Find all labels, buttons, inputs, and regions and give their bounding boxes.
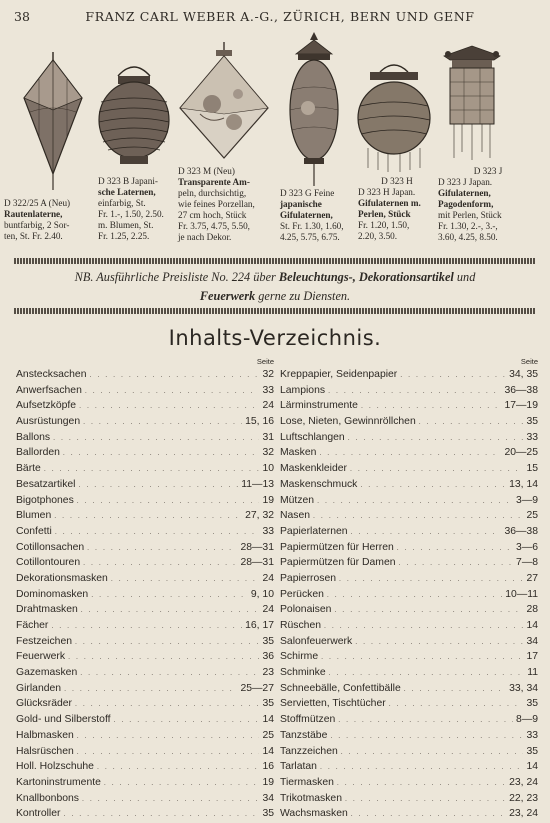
caption-line: einfarbig, St. <box>98 198 146 208</box>
index-entry <box>16 665 274 681</box>
leader-dots <box>400 368 506 384</box>
index-term: Salonfeuerwerk <box>280 635 353 647</box>
leader-dots <box>348 431 524 447</box>
caption-line: ten, St. Fr. 2.40. <box>4 231 63 241</box>
index-term: Halbmasken <box>16 729 74 741</box>
index-term: Blumen <box>16 510 52 522</box>
notice-suffix: gerne zu Diensten. <box>255 289 351 303</box>
leader-dots <box>97 760 259 776</box>
leader-dots <box>404 682 506 698</box>
index-term: Ausrüstungen <box>16 416 81 428</box>
index-entry <box>280 508 538 524</box>
index-term: Tanzzeichen <box>280 745 338 757</box>
index-term: Papierlaternen <box>280 525 348 537</box>
index-term: Gazemasken <box>16 667 78 679</box>
index-term: Aufsetzköpfe <box>16 400 77 412</box>
index-entry <box>16 540 274 556</box>
lantern-caption-d323g <box>280 188 356 243</box>
index-entry <box>16 414 274 430</box>
caption-line: D 323 J Japan. <box>438 177 493 187</box>
index-term: Nasen <box>280 510 311 522</box>
leader-dots <box>68 650 259 666</box>
index-page-ref: 34 <box>526 635 538 647</box>
divider-bottom <box>14 308 536 314</box>
caption-line: D 323 G Feine <box>280 188 335 198</box>
index-entry <box>280 524 538 540</box>
page-header <box>14 9 536 27</box>
index-page-ref: 34 <box>262 792 274 804</box>
leader-dots <box>337 776 506 792</box>
leader-dots <box>389 697 524 713</box>
caption-line: japanische <box>280 199 322 209</box>
index-page-ref: 7—8 <box>516 557 538 569</box>
index-term: Besatzartikel <box>16 478 76 490</box>
leader-dots <box>83 415 242 431</box>
index-column-left <box>16 356 274 822</box>
index-page-ref: 28—31 <box>240 557 274 569</box>
leader-dots <box>81 603 260 619</box>
index-page-ref: 24 <box>262 572 274 584</box>
leader-dots <box>63 807 259 823</box>
caption-code: D 323 H <box>381 176 413 186</box>
caption-line: Gifulaternen m. <box>358 198 421 208</box>
index-entry <box>16 477 274 493</box>
caption-line: Fr. 1.25, 2.25. <box>98 231 150 241</box>
index-page-ref: 27, 32 <box>245 510 274 522</box>
index-page-ref: 23, 24 <box>509 808 538 820</box>
index-term: Girlanden <box>16 682 62 694</box>
leader-dots <box>361 399 502 415</box>
index-page-ref: 20—25 <box>504 447 538 459</box>
index-page-ref: 14 <box>526 761 538 773</box>
lantern-caption-d323m <box>178 166 278 243</box>
leader-dots <box>320 760 523 776</box>
index-page-ref: 33, 34 <box>509 682 538 694</box>
index-term: Lärminstrumente <box>280 400 358 412</box>
index-entry <box>280 712 538 728</box>
leader-dots <box>53 431 259 447</box>
caption-line: Perlen, Stück <box>358 209 411 219</box>
index-term: Rüschen <box>280 620 322 631</box>
index-entry <box>280 681 538 697</box>
lantern-japanese-round-illustration <box>96 62 172 172</box>
page-column-label: Seite <box>520 357 538 366</box>
index-entry <box>16 508 274 524</box>
leader-dots <box>55 525 260 541</box>
index-page-ref: 35 <box>526 745 538 757</box>
leader-dots <box>338 713 513 729</box>
index-entry <box>280 618 538 634</box>
index-page-ref: 36 <box>262 651 274 663</box>
caption-line: buntfarbig, 2 Sor- <box>4 220 70 230</box>
index-entry <box>280 383 538 399</box>
index-entry <box>16 587 274 603</box>
leader-dots <box>64 682 237 698</box>
index-entry <box>280 775 538 791</box>
index-entry <box>280 571 538 587</box>
index-term: Dekorationsmasken <box>16 572 108 584</box>
index-term: Papierrosen <box>280 572 337 584</box>
index-term: Cotillonsachen <box>16 541 85 553</box>
leader-dots <box>330 729 523 745</box>
index-term: Gold- und Silberstoff <box>16 714 111 726</box>
index-entry <box>280 461 538 477</box>
page-number: 38 <box>14 9 30 24</box>
index-page-ref: 8—9 <box>516 714 538 726</box>
index-term: Knallbonbons <box>16 792 79 804</box>
lantern-transparent-ampel-illustration <box>178 42 270 162</box>
index-term: Bärte <box>16 463 41 475</box>
index-page-ref: 35 <box>262 635 274 647</box>
lantern-pagoda-illustration <box>440 44 504 162</box>
index-page-ref: 14 <box>526 620 538 631</box>
index-page-ref: 32 <box>262 447 274 459</box>
leader-dots <box>77 729 260 745</box>
caption-line: je nach Dekor. <box>178 232 232 242</box>
index-page-ref: 14 <box>262 745 274 757</box>
leader-dots <box>78 478 238 494</box>
index-page-ref: 17 <box>526 651 538 663</box>
index-term: Servietten, Tischtücher <box>280 698 386 710</box>
index-term: Halsrüschen <box>16 745 74 757</box>
header-title: FRANZ CARL WEBER A.-G., ZÜRICH, BERN UND GENF <box>85 9 475 24</box>
index-entry <box>280 665 538 681</box>
leader-dots <box>91 588 248 604</box>
index-term: Schirme <box>280 651 319 663</box>
index-term: Luftschlangen <box>280 431 345 443</box>
index-page-ref: 3—9 <box>516 494 538 506</box>
lantern-gifu-pearls-illustration <box>356 62 432 174</box>
index-entry <box>280 477 538 493</box>
index-entry <box>280 634 538 650</box>
index-page-ref: 33 <box>526 729 538 741</box>
index-entry <box>280 759 538 775</box>
index-page-ref: 17—19 <box>504 400 538 412</box>
leader-dots <box>355 635 523 651</box>
index-page-ref: 35 <box>526 416 538 428</box>
leader-dots <box>79 399 259 415</box>
index-entry <box>16 555 274 571</box>
index-entry <box>16 445 274 461</box>
caption-line: m. Blumen, St. <box>98 220 154 230</box>
leader-dots <box>77 494 260 510</box>
leader-dots <box>89 368 259 384</box>
index-term: Anstecksachen <box>16 369 87 380</box>
index-entry <box>280 728 538 744</box>
index-term: Tanzstäbe <box>280 729 328 741</box>
index-page-ref: 27 <box>526 572 538 584</box>
leader-dots <box>87 541 237 557</box>
index-page-ref: 23 <box>262 667 274 679</box>
index-term: Schminke <box>280 667 326 679</box>
index-entry <box>280 555 538 571</box>
caption-line: Gifulaternen, <box>280 210 333 220</box>
index-term: Kontroller <box>16 808 61 820</box>
caption-code: D 323 J <box>473 166 503 176</box>
index-entry <box>16 602 274 618</box>
caption-line: Fr. 1.-, 1.50, 2.50. <box>98 209 164 219</box>
index-page-ref: 28—31 <box>240 541 274 553</box>
leader-dots <box>419 415 524 431</box>
index-entry <box>16 571 274 587</box>
index-page-ref: 3—6 <box>516 541 538 553</box>
leader-dots <box>85 384 260 400</box>
leader-dots <box>317 494 513 510</box>
index-entry <box>16 618 274 634</box>
leader-dots <box>360 478 506 494</box>
leader-dots <box>319 446 501 462</box>
notice-mid: und <box>453 270 476 284</box>
lantern-diamond-illustration <box>20 52 86 192</box>
index-entry <box>280 696 538 712</box>
index-term: Drahtmasken <box>16 604 78 616</box>
index-page-ref: 31 <box>262 431 274 443</box>
index-entry <box>16 367 274 383</box>
index-term: Polonaisen <box>280 604 332 616</box>
index-term: Maskenschmuck <box>280 478 358 490</box>
index-term: Confetti <box>16 525 52 537</box>
index-term: Trikotmasken <box>280 792 342 804</box>
index-page-ref: 36—38 <box>504 525 538 537</box>
notice-bold2: Feuerwerk <box>199 289 256 303</box>
index-term: Maskenkleider <box>280 463 347 475</box>
index-page-ref: 25 <box>262 729 274 741</box>
notice-bold: Beleuchtungs-, Dekorationsartikel <box>278 270 454 284</box>
index-entry <box>16 649 274 665</box>
index-page-ref: 11 <box>527 667 538 679</box>
index-page-ref: 15, 16 <box>245 416 274 428</box>
caption-line: D 323 M (Neu) <box>178 166 235 176</box>
caption-line: 4.25, 5.75, 6.75. <box>280 232 340 242</box>
index-page-ref: 25 <box>526 510 538 522</box>
leader-dots <box>114 713 260 729</box>
index-entry <box>16 493 274 509</box>
leader-dots <box>397 541 513 557</box>
index-term: Papiermützen für Herren <box>280 541 394 553</box>
index-entry <box>16 806 274 822</box>
index-page-ref: 33 <box>262 384 274 396</box>
index-term: Tarlatan <box>280 761 317 773</box>
index-page-ref: 33 <box>526 431 538 443</box>
lantern-caption-d323j <box>438 166 538 243</box>
caption-line: D 322/25 A (Neu) <box>4 198 71 208</box>
index-entry <box>16 461 274 477</box>
index-title: Inhalts-Verzeichnis. <box>168 326 382 350</box>
index-page-ref: 11—13 <box>241 478 274 490</box>
index-entry <box>280 649 538 665</box>
index-page-ref: 25—27 <box>240 682 274 694</box>
index-term: Glücksräder <box>16 698 73 710</box>
index-term: Perücken <box>280 588 324 600</box>
index-entry <box>16 712 274 728</box>
index-entry <box>16 634 274 650</box>
leader-dots <box>77 745 260 761</box>
index-entry <box>280 367 538 383</box>
index-term: Ballons <box>16 431 51 443</box>
index-entry <box>16 744 274 760</box>
lantern-caption-d323h <box>358 176 436 242</box>
leader-dots <box>341 745 524 761</box>
index-entry <box>16 791 274 807</box>
index-page-ref: 33 <box>262 525 274 537</box>
index-term: Cotillontouren <box>16 557 81 569</box>
index-page-ref: 9, 10 <box>250 588 274 600</box>
index-term: Fächer <box>16 620 49 631</box>
caption-line: 27 cm hoch, Stück <box>178 210 247 220</box>
index-entry <box>280 806 538 822</box>
caption-line: D 323 H Japan. <box>358 187 416 197</box>
index-entry <box>16 430 274 446</box>
index-term: Wachsmasken <box>280 808 348 820</box>
index-page-ref: 16, 17 <box>245 620 274 631</box>
leader-dots <box>351 807 506 823</box>
index-page-ref: 32 <box>262 369 274 380</box>
index-term: Dominomasken <box>16 588 89 600</box>
leader-dots <box>54 509 242 525</box>
index-entry <box>280 602 538 618</box>
caption-line: 2.20, 3.50. <box>358 231 398 241</box>
index-term: Kreppapier, Seidenpapier <box>280 369 398 380</box>
index-page-ref: 24 <box>262 400 274 412</box>
index-page-ref: 35 <box>262 808 274 820</box>
index-page-ref: 24 <box>262 604 274 616</box>
lantern-caption-d323b <box>98 176 182 242</box>
index-page-ref: 35 <box>262 698 274 710</box>
index-page-ref: 34, 35 <box>509 369 538 380</box>
index-entry <box>280 445 538 461</box>
index-entry <box>280 540 538 556</box>
index-page-ref: 28 <box>526 604 538 616</box>
caption-line: Transparente Am- <box>178 177 250 187</box>
leader-dots <box>324 619 523 635</box>
caption-line: peln, durchsichtig, <box>178 188 247 198</box>
divider-top <box>14 258 536 264</box>
leader-dots <box>83 556 237 572</box>
leader-dots <box>328 384 501 400</box>
caption-line: Pagodenform, <box>438 199 494 209</box>
index-term: Anwerfsachen <box>16 384 82 396</box>
index-page-ref: 10 <box>262 463 274 475</box>
caption-line: Fr. 1.30, 2.-, 3.-, <box>438 221 498 231</box>
caption-line: 3.60, 4.25, 8.50. <box>438 232 498 242</box>
index-entry <box>280 430 538 446</box>
index-page-ref: 19 <box>262 494 274 506</box>
index-entry <box>280 744 538 760</box>
leader-dots <box>334 603 523 619</box>
page-column-label: Seite <box>256 357 274 366</box>
leader-dots <box>80 666 259 682</box>
index-page-ref: 22, 23 <box>509 792 538 804</box>
index-page-ref: 10—11 <box>505 588 538 600</box>
leader-dots <box>75 697 259 713</box>
leader-dots <box>51 619 242 635</box>
leader-dots <box>327 588 502 604</box>
caption-line: St. Fr. 1.30, 1.60, <box>280 221 344 231</box>
leader-dots <box>339 572 523 588</box>
caption-line: wie feines Porzellan, <box>178 199 255 209</box>
index-entry <box>280 587 538 603</box>
leader-dots <box>75 635 259 651</box>
notice-prefix: NB. Ausführliche Preisliste No. 224 über <box>74 270 279 284</box>
caption-line: D 323 B Japani- <box>98 176 158 186</box>
index-entry <box>16 383 274 399</box>
leader-dots <box>44 462 260 478</box>
index-entry <box>280 414 538 430</box>
index-entry <box>16 775 274 791</box>
leader-dots <box>111 572 260 588</box>
index-term: Bigotphones <box>16 494 74 506</box>
index-term: Mützen <box>280 494 315 506</box>
caption-line: Fr. 1.20, 1.50, <box>358 220 410 230</box>
index-page-ref: 15 <box>526 463 538 475</box>
index-page-ref: 23, 24 <box>509 776 538 788</box>
index-page-ref: 35 <box>526 698 538 710</box>
index-entry <box>16 681 274 697</box>
caption-line: Gifulaternen, <box>438 188 491 198</box>
leader-dots <box>321 650 523 666</box>
index-column-right <box>280 356 538 822</box>
index-entry <box>280 398 538 414</box>
index-term: Holl. Holzschuhe <box>16 761 94 773</box>
index-term: Lose, Nieten, Gewinnröllchen <box>280 416 416 428</box>
leader-dots <box>104 776 260 792</box>
price-list-notice <box>14 268 536 306</box>
index-term: Lampions <box>280 384 326 396</box>
index-page-ref: 19 <box>262 776 274 788</box>
index-entry <box>16 696 274 712</box>
lantern-caption-d322 <box>4 198 96 242</box>
index-term: Schneebälle, Confettibälle <box>280 682 401 694</box>
index-term: Ballorden <box>16 447 60 459</box>
index-entry <box>16 759 274 775</box>
leader-dots <box>399 556 514 572</box>
index-entry <box>280 791 538 807</box>
index-page-ref: 13, 14 <box>509 478 538 490</box>
index-page-ref: 16 <box>262 761 274 773</box>
leader-dots <box>345 792 506 808</box>
lantern-gifu-fine-illustration <box>284 30 344 190</box>
leader-dots <box>313 509 523 525</box>
index-entry <box>16 524 274 540</box>
leader-dots <box>329 666 525 682</box>
index-entry <box>16 728 274 744</box>
leader-dots <box>63 446 260 462</box>
caption-line: Fr. 3.75, 4.75, 5.50, <box>178 221 250 231</box>
caption-line: sche Laternen, <box>98 187 156 197</box>
index-term: Tiermasken <box>280 776 334 788</box>
caption-line: mit Perlen, Stück <box>438 210 502 220</box>
index-term: Papiermützen für Damen <box>280 557 396 569</box>
index-page-ref: 14 <box>262 714 274 726</box>
index-term: Masken <box>280 447 317 459</box>
leader-dots <box>350 462 523 478</box>
index-term: Festzeichen <box>16 635 73 647</box>
index-term: Stoffmützen <box>280 714 336 726</box>
index-entry <box>280 493 538 509</box>
index-term: Feuerwerk <box>16 651 66 663</box>
lantern-illustrations <box>0 30 550 250</box>
index-page-ref: 36—38 <box>504 384 538 396</box>
leader-dots <box>82 792 259 808</box>
index-term: Kartoninstrumente <box>16 776 101 788</box>
caption-line: Rautenlaterne, <box>4 209 63 219</box>
index-entry <box>16 398 274 414</box>
leader-dots <box>351 525 502 541</box>
